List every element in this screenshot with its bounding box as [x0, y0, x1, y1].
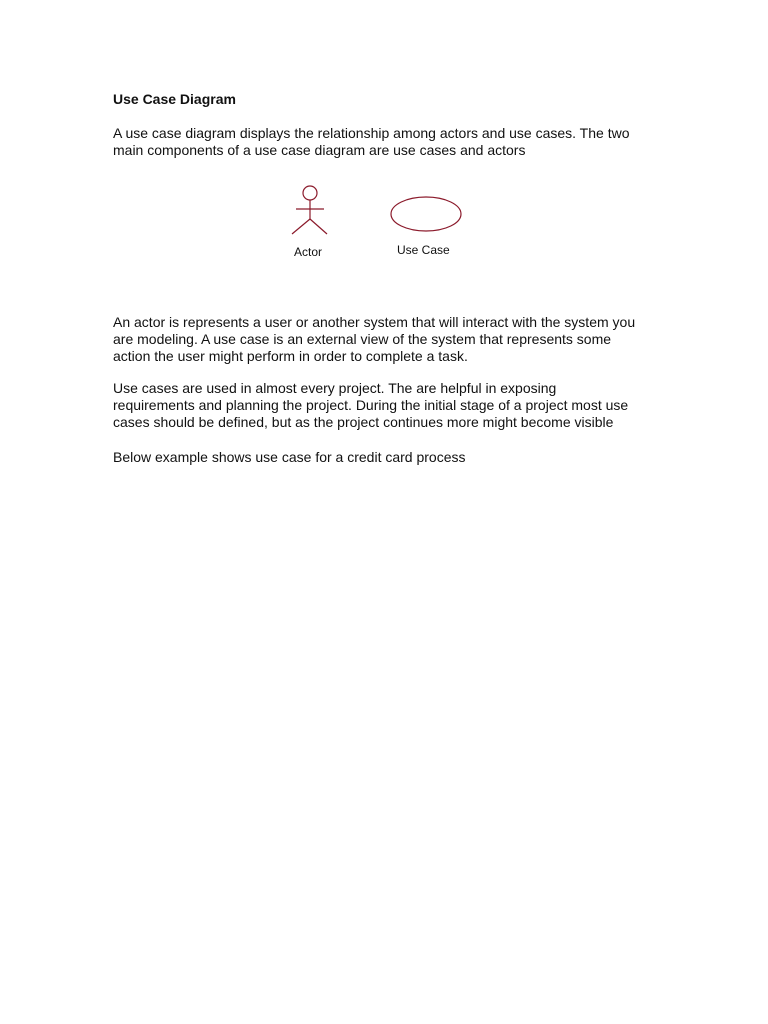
use-case-notation-figure [280, 178, 480, 268]
example-intro-paragraph [113, 449, 673, 466]
text-line: Use cases are used in almost every project. The are helpful in exposing [113, 380, 557, 396]
actor-head [303, 186, 317, 200]
actor-stick-figure [292, 186, 327, 234]
intro-paragraph [113, 125, 673, 159]
page-title: Use Case Diagram [113, 91, 236, 107]
text-line: cases should be defined, but as the project continues more might become visible [113, 414, 614, 430]
text-line: Below example shows use case for a credit card process [113, 449, 466, 465]
actor-definition-paragraph [113, 314, 673, 365]
use-case-label: Use Case [397, 243, 450, 257]
text-line: requirements and planning the project. During the initial stage of a project most use [113, 397, 629, 413]
actor-left-leg [292, 219, 310, 234]
use-case-ellipse [391, 197, 461, 231]
text-line: action the user might perform in order to complete a task. [113, 348, 468, 364]
actor-label: Actor [294, 245, 323, 259]
text-line: main components of a use case diagram are use cases and actors [113, 142, 526, 158]
actor-right-leg [310, 219, 327, 234]
text-line: are modeling. A use case is an external view of the system that represents some [113, 331, 612, 347]
text-line: An actor is represents a user or another system that will interact with the system you [113, 314, 636, 330]
text-line: A use case diagram displays the relationship among actors and use cases. The two [113, 125, 630, 141]
usage-paragraph [113, 380, 673, 431]
